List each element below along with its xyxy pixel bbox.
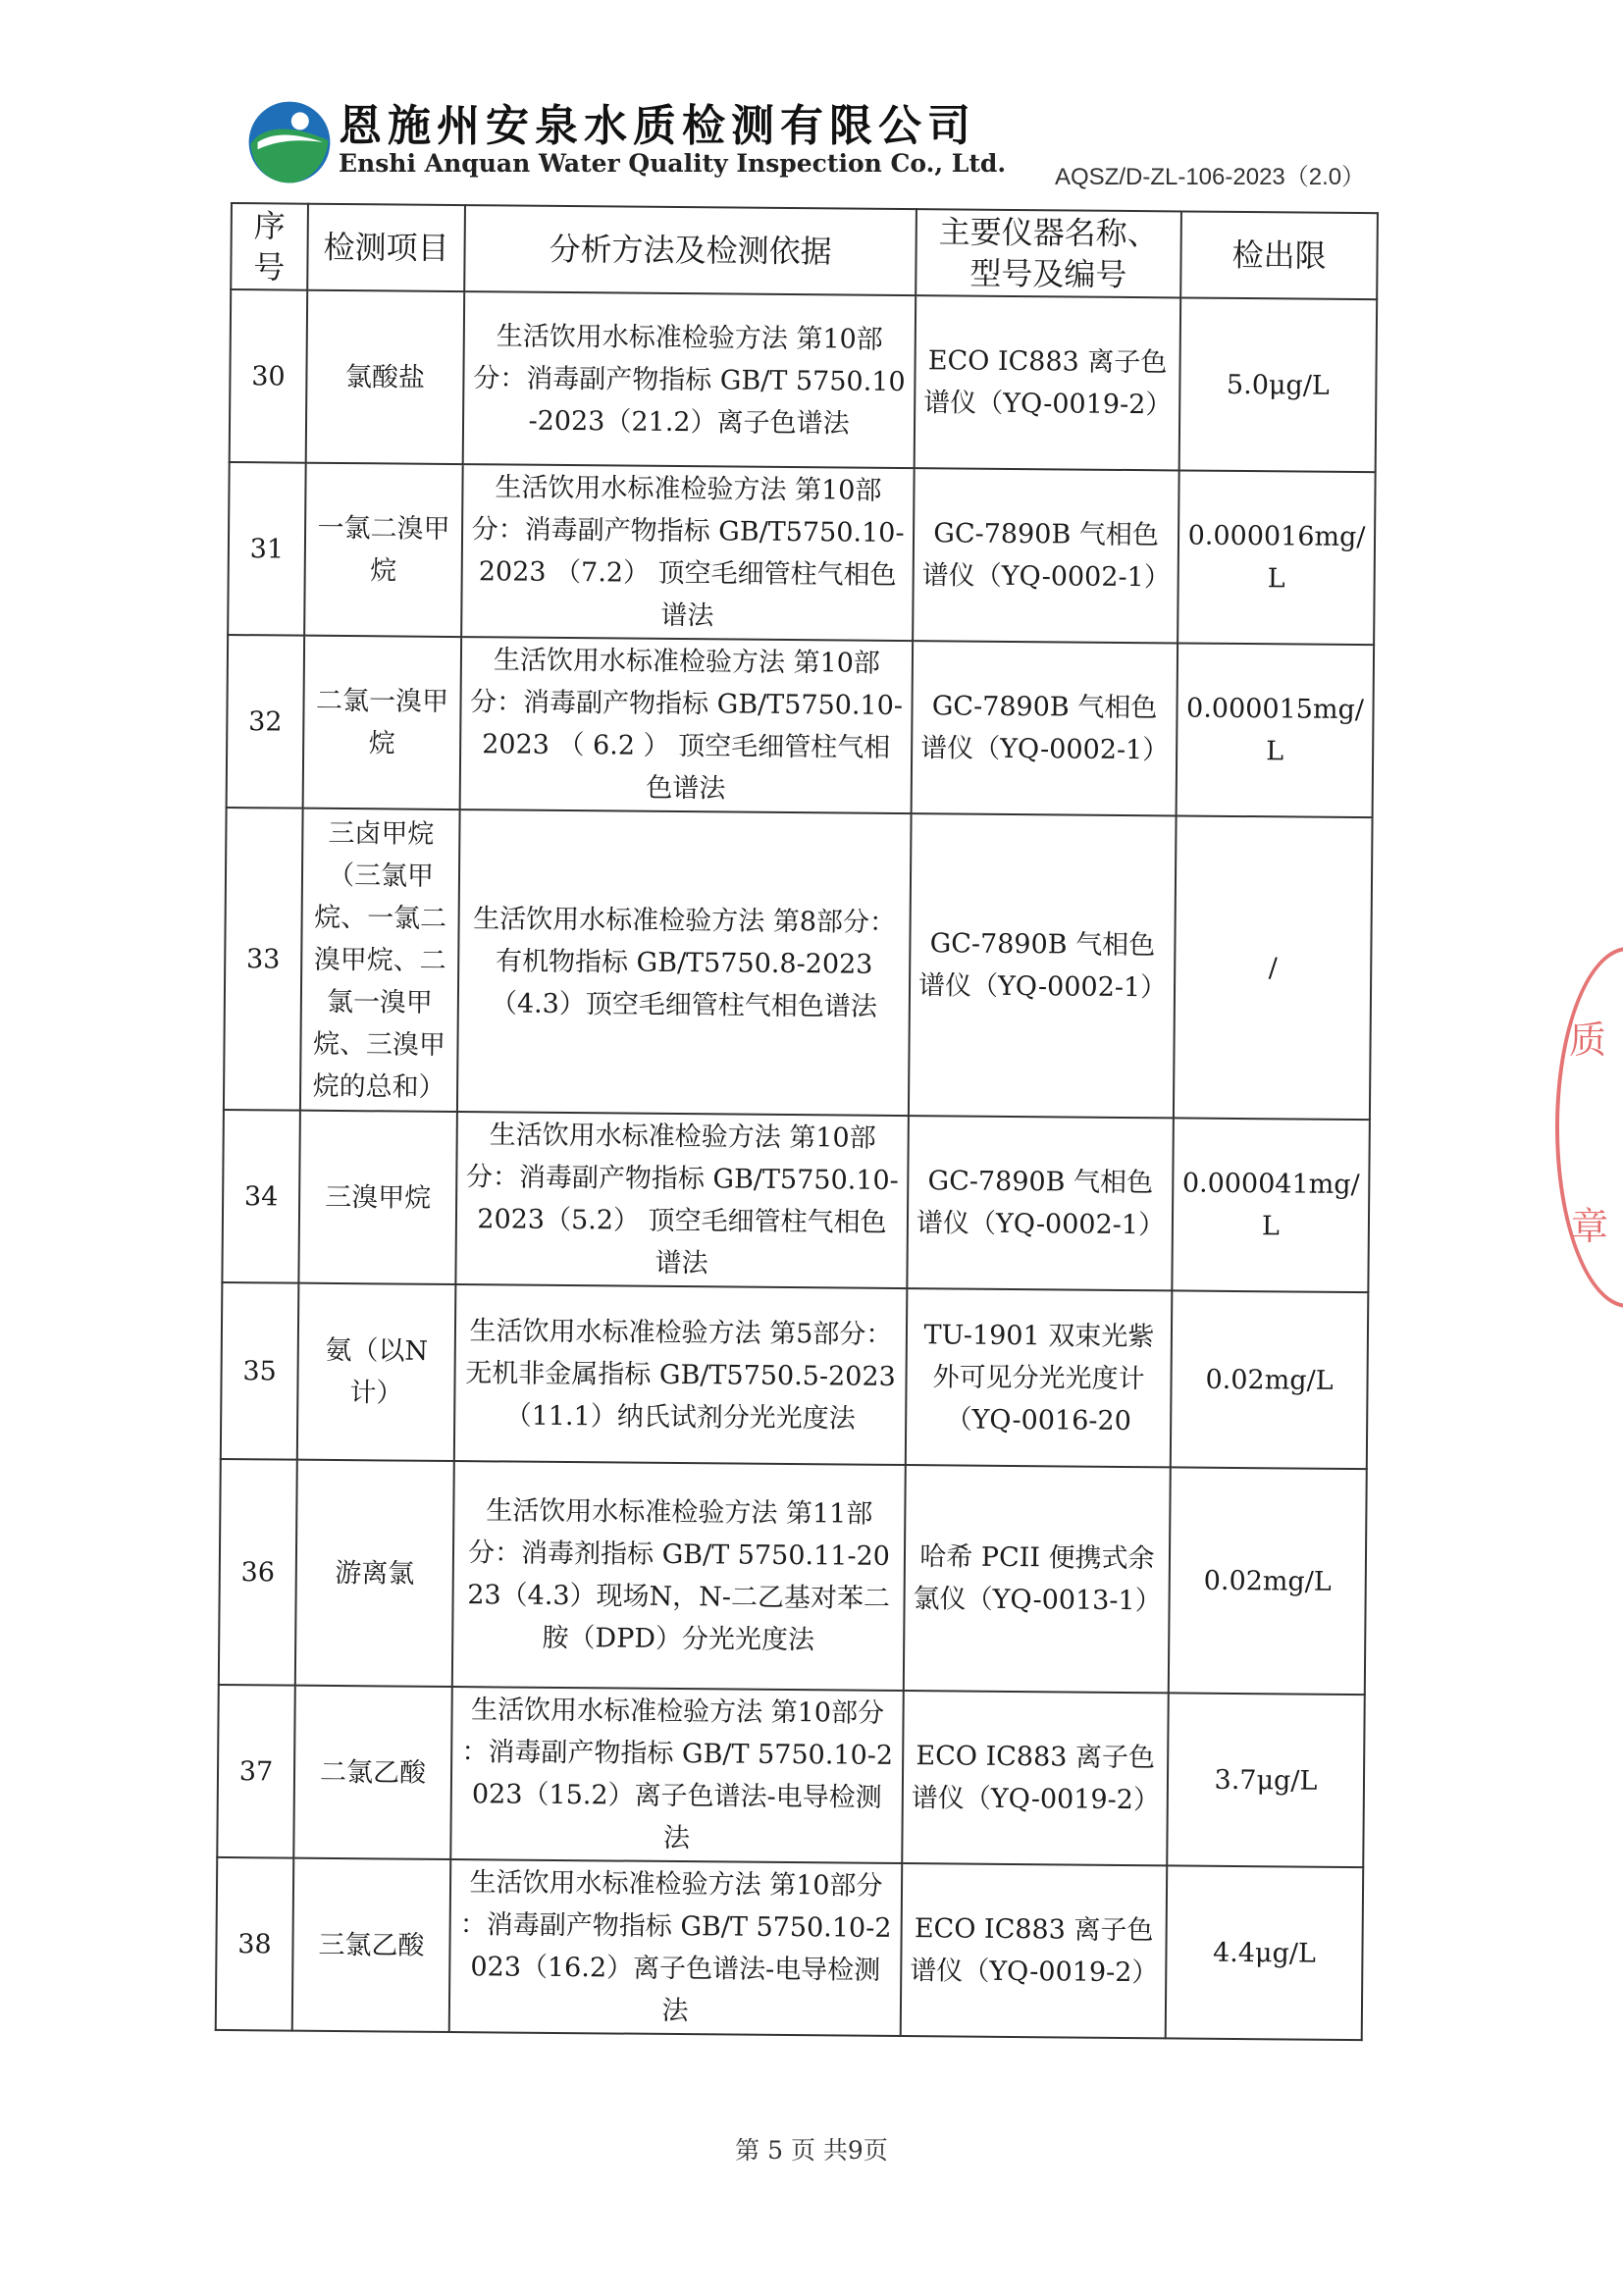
cell-method: 生活饮用水标准检验方法 第5部分：无机非金属指标 GB/T5750.5-2023（11.1）纳氏试剂分光光度法 [454,1284,908,1465]
cell-seq: 37 [217,1685,295,1858]
cell-item: 一氯二溴甲烷 [304,463,463,637]
cell-method: 生活饮用水标准检验方法 第10部分：消毒副产物指标 GB/T 5750.10-2023（21.2）离子色谱法 [463,291,916,468]
header-seq: 序号 [231,203,308,290]
company-logo-icon [245,98,334,186]
table-row [219,1459,1367,1695]
header-instrument: 主要仪器名称、型号及编号 [916,209,1181,297]
cell-limit: 0.000015mg/L [1177,643,1375,817]
cell-item: 三溴甲烷 [298,1111,457,1284]
cell-method: 生活饮用水标准检验方法 第11部分：消毒剂指标 GB/T 5750.11-2023（4.3）现场N，N-二乙基对苯二胺（DPD）分光光度法 [452,1461,906,1691]
cell-seq: 30 [230,289,308,463]
cell-instrument: GC-7890B 气相色谱仪（YQ-0002-1） [913,468,1179,643]
cell-limit: 5.0μg/L [1179,297,1378,472]
official-seal-stamp [1555,947,1623,1308]
cell-limit: 0.02mg/L [1171,1290,1369,1469]
cell-instrument: TU-1901 双束光紫外可见分光光度计（YQ-0016-20 [906,1288,1173,1467]
cell-limit: 0.000016mg/L [1178,470,1376,645]
stamp-text-top: 质 [1569,1018,1607,1062]
table-row [227,635,1374,817]
cell-item: 二氯乙酸 [293,1686,452,1859]
cell-seq: 36 [219,1459,297,1686]
table-row [221,1282,1369,1469]
cell-instrument: 哈希 PCII 便携式余氯仪（YQ-0013-1） [904,1465,1171,1693]
table-row [222,1110,1369,1292]
cell-method: 生活饮用水标准检验方法 第10部分 ：消毒副产物指标 GB/T 5750.10-2023（15.2）离子色谱法-电导检测法 [450,1687,904,1863]
cell-limit: 3.7μg/L [1167,1693,1365,1867]
cell-method: 生活饮用水标准检验方法 第10部分：消毒副产物指标 GB/T5750.10-2023 （ 6.2 ） 顶空毛细管柱气相色谱法 [460,637,914,813]
company-name-en: Enshi Anquan Water Quality Inspection Co., Ltd. [339,149,1007,178]
page-number: 第 5 页 共9页 [735,2136,888,2165]
cell-seq: 32 [227,635,305,809]
detection-methods-table [215,202,1379,2041]
header-limit: 检出限 [1180,211,1378,299]
cell-instrument: ECO IC883 离子色谱仪（YQ-0019-2） [902,1691,1169,1865]
header-method: 分析方法及检测依据 [464,205,916,295]
table-row [216,1857,1363,2040]
table-row [224,808,1373,1120]
header-item: 检测项目 [307,204,465,291]
cell-instrument: GC-7890B 气相色谱仪（YQ-0002-1） [912,641,1178,815]
cell-seq: 33 [224,808,303,1111]
cell-item: 三氯乙酸 [292,1858,451,2032]
cell-instrument: ECO IC883 离子色谱仪（YQ-0019-2） [915,295,1181,470]
cell-method: 生活饮用水标准检验方法 第10部分 ：消毒副产物指标 GB/T 5750.10-2023（16.2）离子色谱法-电导检测法 [449,1859,903,2036]
cell-instrument: ECO IC883 离子色谱仪（YQ-0019-2） [901,1863,1168,2038]
stamp-text-bottom: 章 [1571,1205,1609,1248]
cell-limit: 0.000041mg/L [1172,1118,1370,1292]
table-row [230,289,1377,472]
cell-seq: 35 [221,1282,299,1460]
cell-seq: 38 [216,1857,294,2031]
cell-method: 生活饮用水标准检验方法 第10部分：消毒副产物指标 GB/T5750.10-2023（5.2） 顶空毛细管柱气相色谱法 [455,1112,909,1288]
cell-item: 三卤甲烷（三氯甲烷、一氯二溴甲烷、二氯一溴甲烷、三溴甲烷的总和） [300,809,460,1112]
company-name-cn: 恩施州安泉水质检测有限公司 [339,101,976,151]
document-code: AQSZ/D-ZL-106-2023（2.0） [1055,164,1366,190]
cell-limit: 0.02mg/L [1169,1467,1367,1695]
cell-item: 二氯一溴甲烷 [303,636,462,809]
cell-limit: 4.4μg/L [1166,1865,1364,2040]
cell-seq: 34 [222,1110,300,1283]
cell-seq: 31 [228,462,306,636]
table-header-row [231,203,1378,299]
cell-method: 生活饮用水标准检验方法 第8部分：有机物指标 GB/T5750.8-2023 （4.3）顶空毛细管柱气相色谱法 [457,809,912,1116]
cell-instrument: GC-7890B 气相色谱仪（YQ-0002-1） [907,1116,1174,1290]
table-row [217,1685,1364,1867]
cell-method: 生活饮用水标准检验方法 第10部分：消毒副产物指标 GB/T5750.10-2023 （7.2） 顶空毛细管柱气相色谱法 [461,464,915,641]
cell-item: 氨（以N计） [297,1283,456,1461]
cell-instrument: GC-7890B 气相色谱仪（YQ-0002-1） [909,813,1177,1118]
cell-item: 游离氯 [295,1460,454,1687]
cell-item: 氯酸盐 [306,290,465,464]
table-row [228,462,1375,645]
cell-limit: / [1174,815,1373,1120]
